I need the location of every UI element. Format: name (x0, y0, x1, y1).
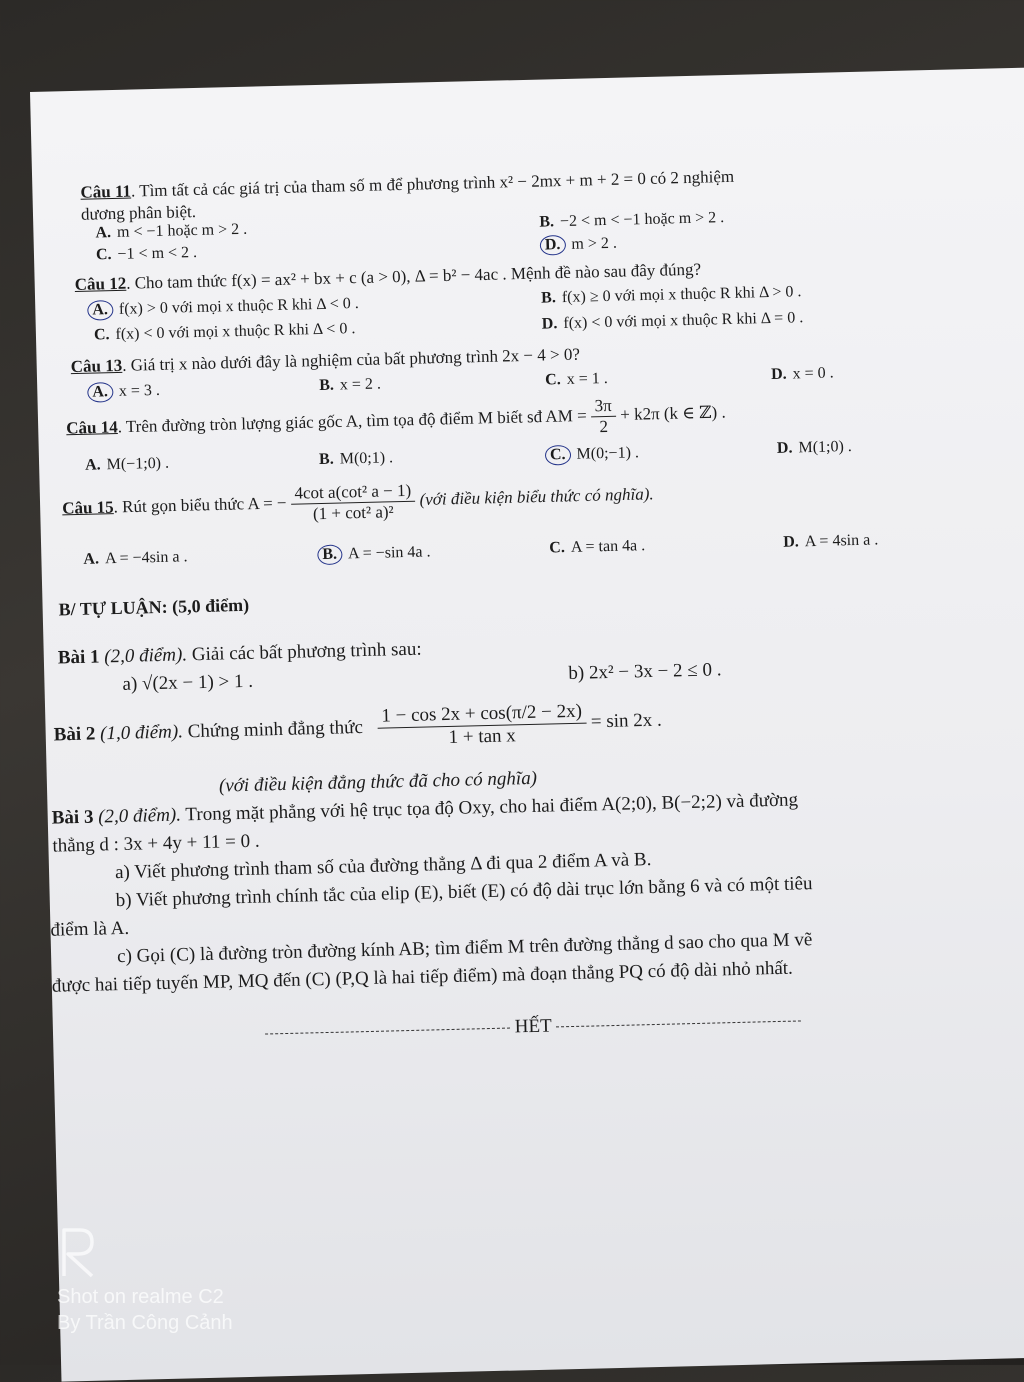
realme-logo-icon (58, 1226, 98, 1278)
option-c: C. x = 1 . (544, 369, 608, 389)
question-11 (80, 167, 734, 203)
divider (556, 1021, 801, 1028)
option-c-circled: C. M(0;−1) . (545, 443, 639, 465)
question-label: Câu 11 (80, 181, 132, 202)
divider (265, 1028, 510, 1035)
option-d: D. A = 4sin a . (783, 531, 879, 551)
question-11-text-cont: dương phân biệt. (80, 201, 197, 224)
watermark-line-1: Shot on realme C2 (57, 1286, 224, 1308)
end-marker: HẾT (265, 1009, 801, 1044)
option-b-circled: B. A = −sin 4a . (317, 542, 431, 565)
option-c: C. −1 < m < 2 . (95, 243, 198, 264)
option-b: B. f(x) ≥ 0 với mọi x thuộc R khi Δ > 0 . (540, 283, 802, 307)
option-a: A. M(−1;0) . (84, 454, 170, 474)
option-d-circled: D. m > 2 . (540, 234, 617, 256)
exercise-3-part-c: c) Gọi (C) là đường tròn đường kính AB; tìm điểm M trên đường thẳng d sao cho qua M vẽ (116, 929, 813, 968)
question-13: Câu 13. Giá trị x nào dưới đây là nghiệm của bất phương trình 2x − 4 > 0? (70, 344, 581, 377)
option-a: A. m < −1 hoặc m > 2 . (95, 220, 248, 242)
option-b: B. M(0;1) . (318, 449, 394, 469)
exercise-1-part-a: a) √(2x − 1) > 1 . (122, 670, 254, 695)
exercise-3-line-d: thẳng d : 3x + 4y + 11 = 0 . (52, 830, 260, 857)
fraction: $\frac{1 - \cos 2x + \cos(\pi/2 - 2x)}{\text{1 + tan x}}$ (377, 701, 587, 751)
option-c: C. A = tan 4a . (549, 537, 646, 557)
option-a-circled: A. x = 3 . (87, 381, 160, 403)
question-14: Câu 14. Trên đường tròn lượng giác gốc A, tìm tọa độ điểm M biết sđ AM = $\frac{3\pi}{2}$ + k2π (k ∈ ℤ) . (65, 395, 726, 438)
question-15: Câu 15. Rút gọn biểu thức A = − $\frac{\text{4cot a(cot² a − 1)}}{\text{(1 + cot² a)²}}$ (với điều kiện biểu thức có nghĩa). (61, 480, 654, 524)
exercise-2-note: (với điều kiện đẳng thức đã cho có nghĩa) (218, 767, 538, 797)
option-d: D. M(1;0) . (776, 438, 853, 457)
exercise-3-part-c-cont: được hai tiếp tuyến MP, MQ đến (C) (P,Q là hai tiếp điểm) mà đoạn thẳng PQ có độ dài nhỏ nhất. (51, 957, 794, 997)
question-text: . Tìm tất cả các giá trị của tham số m để phương trình x² − 2mx + m + 2 = 0 có 2 nghiệm (130, 166, 735, 201)
option-d: D. f(x) < 0 với mọi x thuộc R khi Δ = 0 . (541, 309, 804, 333)
exercise-1: Bài 1 (2,0 điểm). Giải các bất phương trình sau: (57, 638, 422, 669)
exercise-2: Bài 2 (1,0 điểm). Chứng minh đẳng thức $\frac{1 - \cos 2x + \cos(\pi/2 - 2x)}{\text{1 + tan x}}$ = sin 2x . (53, 699, 662, 759)
option-a-circled: A. f(x) > 0 với mọi x thuộc R khi Δ < 0 . (87, 294, 359, 321)
option-a: A. A = −4sin a . (83, 548, 188, 568)
exercise-1-part-b: b) 2x² − 3x − 2 ≤ 0 . (568, 659, 722, 685)
fraction: $\frac{3\pi}{2}$ (590, 396, 616, 438)
option-d: D. x = 0 . (770, 364, 834, 383)
exercise-3-part-a: a) Viết phương trình tham số của đường thẳng Δ đi qua 2 điểm A và B. (114, 849, 652, 884)
exercise-3-part-b: b) Viết phương trình chính tắc của elip (E), biết (E) có độ dài trục lớn bằng 6 và có một tiêu (115, 873, 813, 912)
exam-sheet (30, 67, 1024, 1381)
section-heading: B/ TỰ LUẬN: (5,0 điểm) (58, 594, 250, 620)
option-b: B. −2 < m < −1 hoặc m > 2 . (539, 209, 725, 231)
watermark-line-2: By Trần Công Cảnh (57, 1312, 233, 1334)
option-b: B. x = 2 . (319, 375, 382, 395)
exercise-3: Bài 3 (2,0 điểm). Trong mặt phẳng với hệ trục tọa độ Oxy, cho hai điểm A(2;0), B(−2;2) và đường (51, 789, 799, 829)
option-c: C. f(x) < 0 với mọi x thuộc R khi Δ < 0 . (93, 320, 356, 344)
fraction: $\frac{\text{4cot a(cot² a − 1)}}{\text{(1 + cot² a)²}}$ (290, 481, 416, 525)
exercise-3-part-b-cont: điểm là A. (50, 917, 130, 941)
question-12: Câu 12. Cho tam thức f(x) = ax² + bx + c (a > 0), Δ = b² − 4ac . Mệnh đề nào sau đây đúng? (74, 259, 702, 294)
